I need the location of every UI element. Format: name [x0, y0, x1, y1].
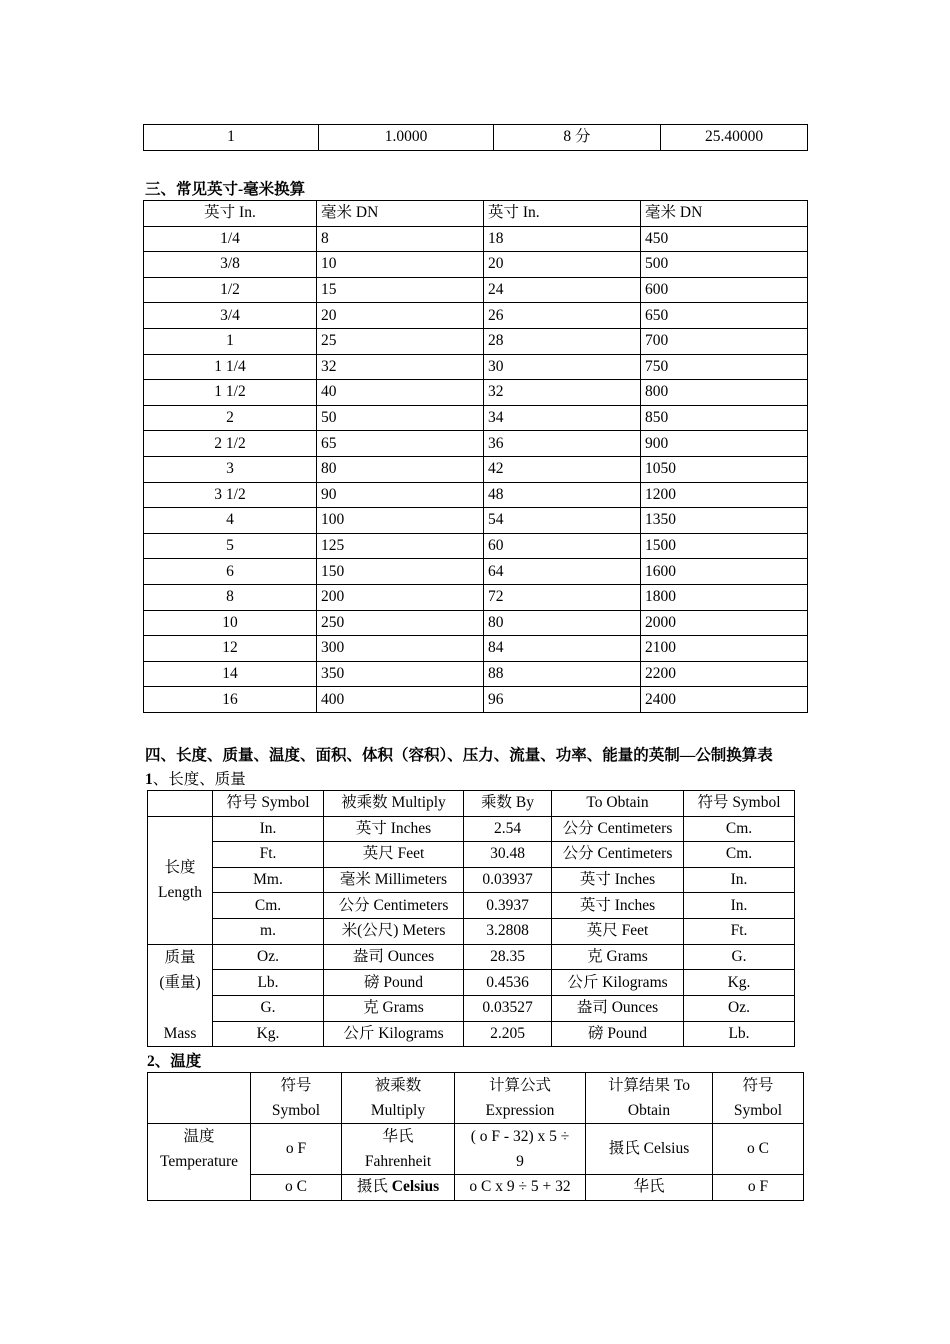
table-cell: Kg. [213, 1021, 324, 1047]
table-cell: 3/8 [144, 252, 317, 278]
table-cell: 750 [641, 354, 808, 380]
table-cell: 克 Grams [552, 944, 684, 970]
table-cell: 公斤 Kilograms [552, 970, 684, 996]
table-cell: o F [713, 1175, 804, 1201]
table-cell: 1 [144, 125, 319, 151]
table-cell: 8 [144, 584, 317, 610]
table-cell: 450 [641, 226, 808, 252]
table-cell: 公分 Centimeters [552, 816, 684, 842]
table-cell: 公斤 Kilograms [324, 1021, 464, 1047]
section-4-title: 四、长度、质量、温度、面积、体积（容积）、压力、流量、功率、能量的英制—公制换算表 [145, 747, 773, 764]
table-cell: 2000 [641, 610, 808, 636]
table-row [144, 584, 808, 610]
subsection-1-title [145, 767, 246, 789]
top-row-table [143, 124, 808, 151]
column-header-multiply: 被乘数 Multiply [342, 1073, 455, 1124]
table-cell: 32 [317, 354, 484, 380]
column-header: To Obtain [552, 791, 684, 817]
table-cell: 英寸 Inches [552, 867, 684, 893]
table-row [144, 508, 808, 534]
table-cell: 60 [484, 533, 641, 559]
column-header: 乘数 By [464, 791, 552, 817]
table-cell: 克 Grams [324, 995, 464, 1021]
table-cell: 1/4 [144, 226, 317, 252]
column-header-symbol-result: 符号 Symbol [713, 1073, 804, 1124]
section-3-title: 三、常见英寸-毫米换算 [145, 181, 306, 198]
table-cell: 24 [484, 277, 641, 303]
table-cell: 1.0000 [319, 125, 494, 151]
table-cell: 14 [144, 661, 317, 687]
table-row [144, 482, 808, 508]
column-header: 被乘数 Multiply [324, 791, 464, 817]
table-cell: 0.03937 [464, 867, 552, 893]
table-cell: 华氏 Fahrenheit [342, 1124, 455, 1175]
table-cell: 96 [484, 687, 641, 713]
temperature-table [147, 1072, 804, 1201]
table-cell: 8 分 [494, 125, 661, 151]
table-cell: 3 [144, 456, 317, 482]
table-row [144, 687, 808, 713]
table-cell: Cm. [684, 842, 795, 868]
table-cell: 毫米 Millimeters [324, 867, 464, 893]
table-cell: 1600 [641, 559, 808, 585]
table-header-row [148, 791, 795, 817]
table-cell: G. [684, 944, 795, 970]
table-cell: 200 [317, 584, 484, 610]
table-cell: Cm. [684, 816, 795, 842]
table-cell: 2.205 [464, 1021, 552, 1047]
table-row [148, 816, 795, 842]
temperature-label: 温度 Temperature [148, 1124, 251, 1201]
table-cell: 5 [144, 533, 317, 559]
column-header: 符号 Symbol [213, 791, 324, 817]
table-cell: 650 [641, 303, 808, 329]
table-cell: 900 [641, 431, 808, 457]
table-row [144, 277, 808, 303]
table-row [148, 893, 795, 919]
table-cell: 1350 [641, 508, 808, 534]
table-cell: 125 [317, 533, 484, 559]
subsection-2-title: 2、温度 [147, 1053, 202, 1070]
table-cell: 36 [484, 431, 641, 457]
table-cell: 2100 [641, 636, 808, 662]
table-cell: 800 [641, 380, 808, 406]
table-cell: 26 [484, 303, 641, 329]
table-cell: 3 1/2 [144, 482, 317, 508]
column-header: 毫米 DN [641, 201, 808, 227]
table-cell: 28.35 [464, 944, 552, 970]
table-cell: 英寸 Inches [552, 893, 684, 919]
table-cell: 2400 [641, 687, 808, 713]
table-cell: In. [684, 893, 795, 919]
table-cell: 30.48 [464, 842, 552, 868]
table-cell: 30 [484, 354, 641, 380]
table-row [144, 456, 808, 482]
table-cell: o C x 9 ÷ 5 + 32 [455, 1175, 586, 1201]
table-cell: 1/2 [144, 277, 317, 303]
table-cell: 16 [144, 687, 317, 713]
table-cell: Kg. [684, 970, 795, 996]
length-category-label: 长度 Length [148, 816, 213, 944]
table-row [144, 226, 808, 252]
table-row [144, 610, 808, 636]
table-cell: 2.54 [464, 816, 552, 842]
table-cell: Lb. [213, 970, 324, 996]
table-row [148, 1021, 795, 1047]
table-row [148, 842, 795, 868]
table-cell: 2 [144, 405, 317, 431]
table-row [144, 125, 808, 151]
table-cell: 20 [484, 252, 641, 278]
table-cell: 65 [317, 431, 484, 457]
table-cell: 1 1/4 [144, 354, 317, 380]
table-cell: 3/4 [144, 303, 317, 329]
table-cell: 磅 Pound [324, 970, 464, 996]
table-cell: Ft. [213, 842, 324, 868]
table-cell: 25.40000 [661, 125, 808, 151]
table-cell: 90 [317, 482, 484, 508]
table-cell: 54 [484, 508, 641, 534]
table-cell: Oz. [684, 995, 795, 1021]
table-header-row [144, 201, 808, 227]
table-cell: 500 [641, 252, 808, 278]
table-cell: Mm. [213, 867, 324, 893]
table-cell: 摄氏 Celsius [342, 1175, 455, 1201]
table-cell: 15 [317, 277, 484, 303]
table-cell: 磅 Pound [552, 1021, 684, 1047]
table-row [144, 328, 808, 354]
table-cell: 600 [641, 277, 808, 303]
table-cell: 0.3937 [464, 893, 552, 919]
table-cell: 1 [144, 328, 317, 354]
table-cell: 1800 [641, 584, 808, 610]
table-cell: 350 [317, 661, 484, 687]
table-cell: 8 [317, 226, 484, 252]
column-header-result: 计算结果 To Obtain [586, 1073, 713, 1124]
table-cell: 400 [317, 687, 484, 713]
table-cell: 10 [317, 252, 484, 278]
table-row [144, 559, 808, 585]
table-cell: 摄氏 Celsius [586, 1124, 713, 1175]
table-row [144, 303, 808, 329]
table-cell: 20 [317, 303, 484, 329]
table-cell: 公分 Centimeters [324, 893, 464, 919]
table-cell: o F [251, 1124, 342, 1175]
column-header: 毫米 DN [317, 201, 484, 227]
table-cell: 80 [484, 610, 641, 636]
table-cell: ( o F - 32) x 5 ÷ 9 [455, 1124, 586, 1175]
table-row [148, 995, 795, 1021]
table-row [148, 944, 795, 970]
table-cell: In. [684, 867, 795, 893]
table-row [144, 533, 808, 559]
table-cell: Ft. [684, 918, 795, 944]
table-cell: 48 [484, 482, 641, 508]
table-cell: 2 1/2 [144, 431, 317, 457]
table-cell: 公分 Centimeters [552, 842, 684, 868]
table-cell: 12 [144, 636, 317, 662]
subsection-1-text: 、长度、质量 [152, 771, 246, 788]
table-cell: 0.03527 [464, 995, 552, 1021]
table-cell: 3.2808 [464, 918, 552, 944]
column-header-symbol: 符号 Symbol [251, 1073, 342, 1124]
table-cell: o C [713, 1124, 804, 1175]
table-cell: 34 [484, 405, 641, 431]
table-row [144, 405, 808, 431]
table-row [144, 380, 808, 406]
column-header-empty [148, 1073, 251, 1124]
column-header: 英寸 In. [484, 201, 641, 227]
table-cell: 64 [484, 559, 641, 585]
table-cell: 盎司 Ounces [324, 944, 464, 970]
table-cell: 0.4536 [464, 970, 552, 996]
table-cell: 40 [317, 380, 484, 406]
table-row [144, 636, 808, 662]
table-cell: 300 [317, 636, 484, 662]
mass-category-label: 质量 (重量) Mass [148, 944, 213, 1047]
table-cell: 100 [317, 508, 484, 534]
table-cell: 华氏 [586, 1175, 713, 1201]
column-header-expression: 计算公式 Expression [455, 1073, 586, 1124]
table-cell: 42 [484, 456, 641, 482]
table-row [148, 867, 795, 893]
table-row [144, 431, 808, 457]
table-cell: 700 [641, 328, 808, 354]
table-cell: 250 [317, 610, 484, 636]
table-cell: 10 [144, 610, 317, 636]
inch-mm-table [143, 200, 808, 713]
table-cell: Lb. [684, 1021, 795, 1047]
table-cell: In. [213, 816, 324, 842]
table-cell: 米(公尺) Meters [324, 918, 464, 944]
table-cell: 25 [317, 328, 484, 354]
table-cell: 50 [317, 405, 484, 431]
table-row [144, 252, 808, 278]
table-row [144, 354, 808, 380]
table-cell: 2200 [641, 661, 808, 687]
table-cell: 80 [317, 456, 484, 482]
table-cell: 盎司 Ounces [552, 995, 684, 1021]
table-cell: Cm. [213, 893, 324, 919]
table-cell: 1500 [641, 533, 808, 559]
column-header: 英寸 In. [144, 201, 317, 227]
table-cell: 18 [484, 226, 641, 252]
table-header-row [148, 1073, 804, 1124]
table-cell: Oz. [213, 944, 324, 970]
column-header: 符号 Symbol [684, 791, 795, 817]
table-cell: 英尺 Feet [324, 842, 464, 868]
table-cell: 1 1/2 [144, 380, 317, 406]
table-cell: 72 [484, 584, 641, 610]
table-cell: 英寸 Inches [324, 816, 464, 842]
table-cell: 英尺 Feet [552, 918, 684, 944]
table-cell: 88 [484, 661, 641, 687]
table-row [144, 661, 808, 687]
table-cell: 28 [484, 328, 641, 354]
table-cell: o C [251, 1175, 342, 1201]
table-row [148, 918, 795, 944]
table-row [148, 1124, 804, 1175]
table-cell: 1050 [641, 456, 808, 482]
table-cell: 6 [144, 559, 317, 585]
table-cell: G. [213, 995, 324, 1021]
table-row [148, 970, 795, 996]
table-cell: 4 [144, 508, 317, 534]
table-cell: 150 [317, 559, 484, 585]
table-cell: m. [213, 918, 324, 944]
column-header [148, 791, 213, 817]
length-mass-table [147, 790, 795, 1047]
table-cell: 1200 [641, 482, 808, 508]
table-cell: 84 [484, 636, 641, 662]
table-cell: 850 [641, 405, 808, 431]
subsection-1-number: 1 [145, 771, 153, 788]
table-cell: 32 [484, 380, 641, 406]
